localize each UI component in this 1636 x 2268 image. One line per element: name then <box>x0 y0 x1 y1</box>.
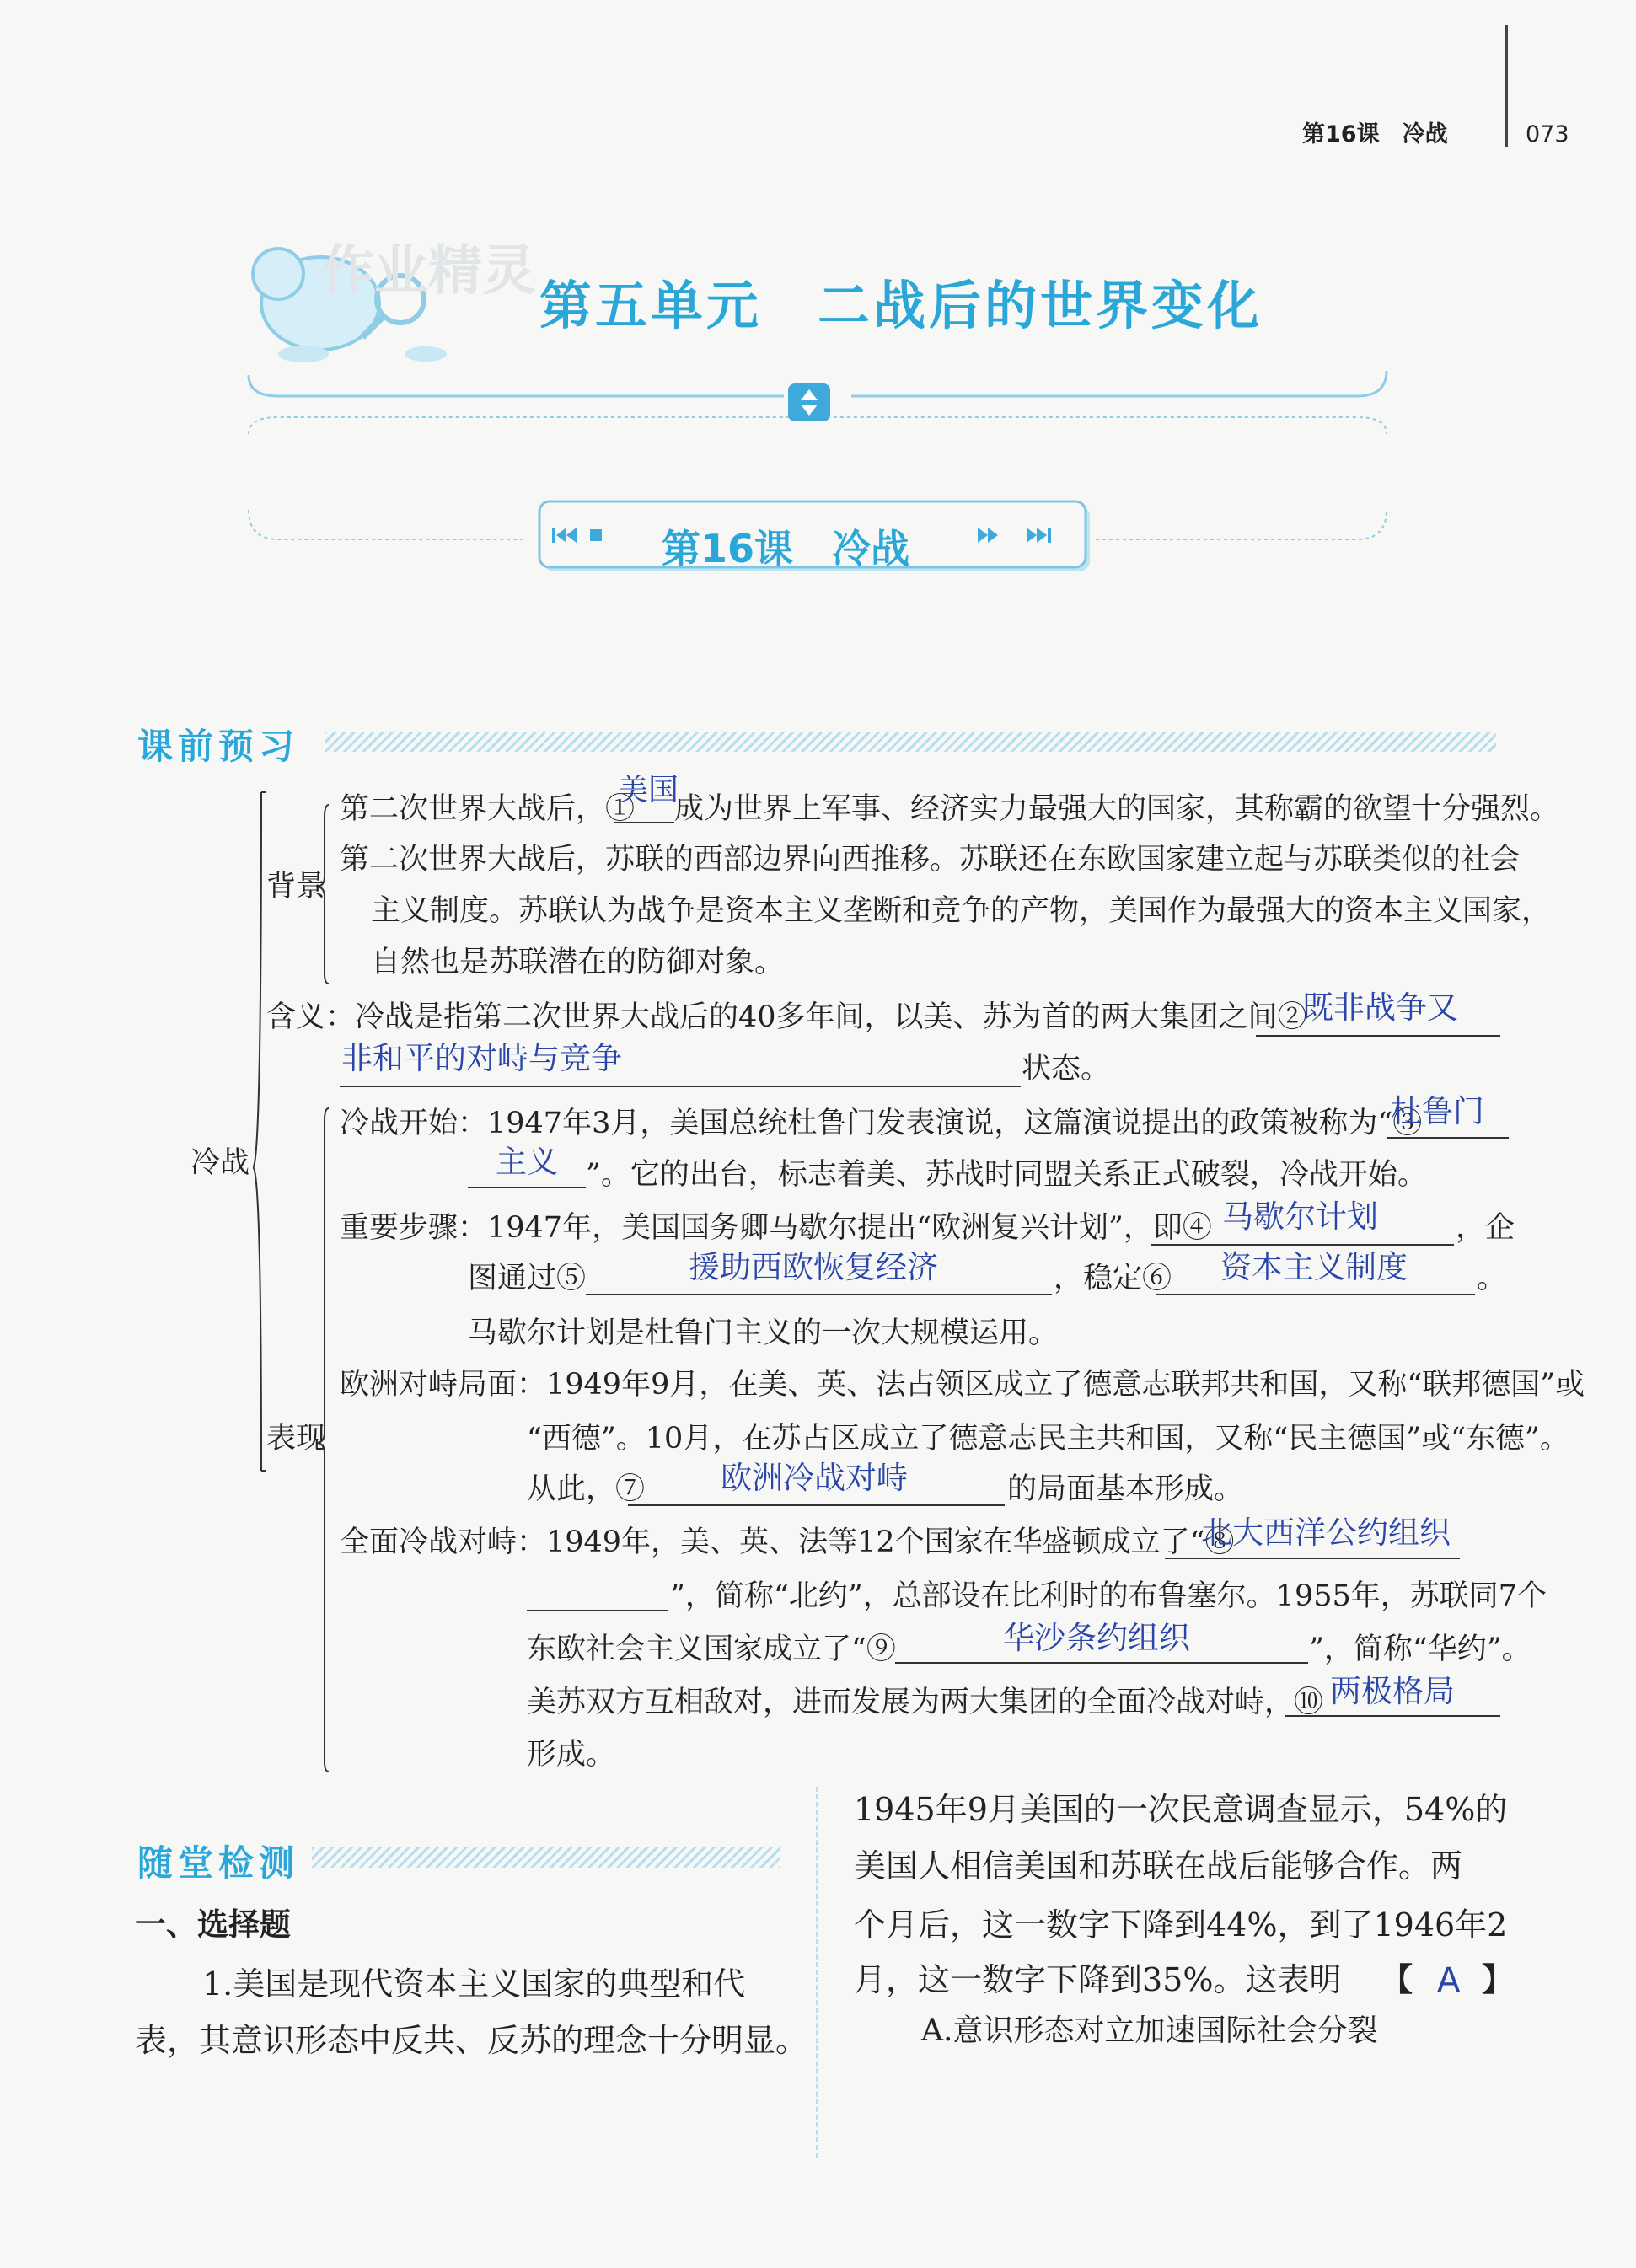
answer-3-line1: 杜鲁门 <box>1391 1093 1484 1129</box>
question-1-right-line-3: 个月后，这一数字下降到44%，到了1946年2 <box>854 1906 1508 1944</box>
start-line-a: 冷战开始：1947年3月，美国总统杜鲁门发表演说，这篇演说提出的政策被称为“③ <box>340 1107 1423 1140</box>
background-line-2: 第二次世界大战后，苏联的西部边界向西推移。苏联还在东欧国家建立起与苏联类似的社会 <box>340 843 1521 877</box>
answer-2-line2: 非和平的对峙与竞争 <box>341 1040 622 1076</box>
answer-8: 北大西洋公约组织 <box>1201 1515 1451 1551</box>
answer-bracket-right: 】 <box>1482 1960 1515 1998</box>
question-1-answer: A <box>1437 1961 1461 2000</box>
blank-10[interactable] <box>1285 1715 1500 1717</box>
page-number: 073 <box>1526 121 1569 147</box>
question-1-right-line-2: 美国人相信美国和苏联在战后能够合作。两 <box>854 1847 1463 1885</box>
full-line-4: 美苏双方互相敌对，进而发展为两大集团的全面冷战对峙，⑩ <box>527 1686 1324 1719</box>
blank-8a[interactable] <box>1165 1558 1460 1559</box>
background-line-3: 主义制度。苏联认为战争是资本主义垄断和竞争的产物，美国作为最强大的资本主义国家， <box>371 894 1552 928</box>
europe-line-1: 欧洲对峙局面：1949年9月，在美、英、法占领区成立了德意志联邦共和国，又称“联邦德国”或 <box>340 1368 1585 1402</box>
answer-bracket-left: 【 <box>1381 1960 1413 1998</box>
step-line-d: ，稳定⑥ <box>1054 1262 1172 1295</box>
answer-9: 华沙条约组织 <box>1003 1620 1190 1656</box>
full-line-5: 形成。 <box>527 1738 616 1772</box>
question-1-line-2: 表，其意识形态中反共、反苏的理念十分明显。 <box>135 2022 808 2059</box>
preview-heading: 课前预习 <box>137 726 300 767</box>
header-lesson: 第16课 冷战 <box>1302 121 1448 147</box>
answer-5: 援助西欧恢复经济 <box>689 1249 938 1285</box>
question-1-right-line-1: 1945年9月美国的一次民意调查显示，54%的 <box>854 1791 1508 1828</box>
question-1-line-1: 1.美国是现代资本主义国家的典型和代 <box>202 1965 746 2003</box>
branch-performance: 表现 <box>266 1422 326 1456</box>
column-divider <box>816 1787 818 2158</box>
step-line-f: 马歇尔计划是杜鲁门主义的一次大规模运用。 <box>468 1316 1059 1350</box>
background-line-1b: 成为世界上军事、经济实力最强大的国家，其称霸的欲望十分强烈。 <box>674 792 1560 826</box>
step-line-c: 图通过⑤ <box>468 1262 587 1295</box>
europe-line-3b: 的局面基本形成。 <box>1007 1472 1244 1506</box>
blank-6[interactable] <box>1156 1294 1475 1295</box>
meaning-line-a: 含义：冷战是指第二次世界大战后的40多年间，以美、苏为首的两大集团之间② <box>266 1000 1307 1034</box>
europe-line-3a: 从此，⑦ <box>527 1472 646 1506</box>
watermark: 作业精灵 <box>320 240 536 303</box>
tree-root-label: 冷战 <box>190 1146 250 1180</box>
blank-3a[interactable] <box>1387 1137 1509 1139</box>
blank-4[interactable] <box>1151 1244 1454 1246</box>
meaning-line-b: 状态。 <box>1022 1052 1111 1086</box>
start-line-b: ”。它的出台，标志着美、苏战时同盟关系正式破裂，冷战开始。 <box>586 1158 1427 1192</box>
full-line-1: 全面冷战对峙：1949年，美、英、法等12个国家在华盛顿成立了“⑧ <box>340 1525 1235 1559</box>
blank-2b[interactable] <box>340 1086 1021 1087</box>
step-line-a: 重要步骤：1947年，美国国务卿马歇尔提出“欧洲复兴计划”，即④ <box>340 1211 1212 1245</box>
question-1-right-line-4: 月，这一数字下降到35%。这表明 <box>854 1961 1342 1998</box>
quiz-section-title: 一、选择题 <box>135 1906 291 1943</box>
step-line-e: 。 <box>1477 1262 1507 1295</box>
full-line-3a: 东欧社会主义国家成立了“⑨ <box>527 1633 896 1666</box>
preview-heading-rule <box>325 732 1496 752</box>
quiz-heading: 随堂检测 <box>137 1842 300 1884</box>
blank-7[interactable] <box>628 1504 1005 1506</box>
branch-background: 背景 <box>266 870 326 903</box>
option-a[interactable]: A.意识形态对立加速国际社会分裂 <box>921 2013 1378 2048</box>
europe-line-2: “西德”。10月，在苏占区成立了德意志民主共和国，又称“民主德国”或“东德”。 <box>527 1422 1569 1456</box>
blank-8b[interactable] <box>527 1610 668 1611</box>
answer-4: 马歇尔计划 <box>1222 1198 1378 1235</box>
step-line-b: ，企 <box>1456 1211 1515 1245</box>
blank-9[interactable] <box>895 1662 1308 1664</box>
blank-5[interactable] <box>586 1294 1052 1295</box>
answer-6: 资本主义制度 <box>1220 1249 1408 1285</box>
answer-2-line1: 既非战争又 <box>1302 989 1458 1026</box>
background-line-1a: 第二次世界大战后，① <box>340 792 636 826</box>
outline-braces <box>244 784 346 1778</box>
lesson-title: 第16课 冷战 <box>662 526 910 571</box>
full-line-3b: ”，简称“华约”。 <box>1309 1633 1531 1666</box>
blank-2a[interactable] <box>1256 1035 1500 1037</box>
unit-title: 第五单元 二战后的世界变化 <box>539 275 1263 336</box>
quiz-heading-rule <box>312 1847 780 1868</box>
blank-1[interactable] <box>614 822 674 823</box>
blank-3b[interactable] <box>468 1187 586 1188</box>
background-line-4: 自然也是苏联潜在的防御对象。 <box>371 946 785 979</box>
answer-10: 两极格局 <box>1330 1673 1455 1709</box>
full-line-2: ”，简称“北约”，总部设在比利时的布鲁塞尔。1955年，苏联同7个 <box>670 1579 1547 1613</box>
answer-3-line2: 主义 <box>496 1144 558 1180</box>
answer-1: 美国 <box>618 773 679 807</box>
answer-7: 欧洲冷战对峙 <box>721 1460 908 1496</box>
header-divider <box>1505 25 1508 147</box>
